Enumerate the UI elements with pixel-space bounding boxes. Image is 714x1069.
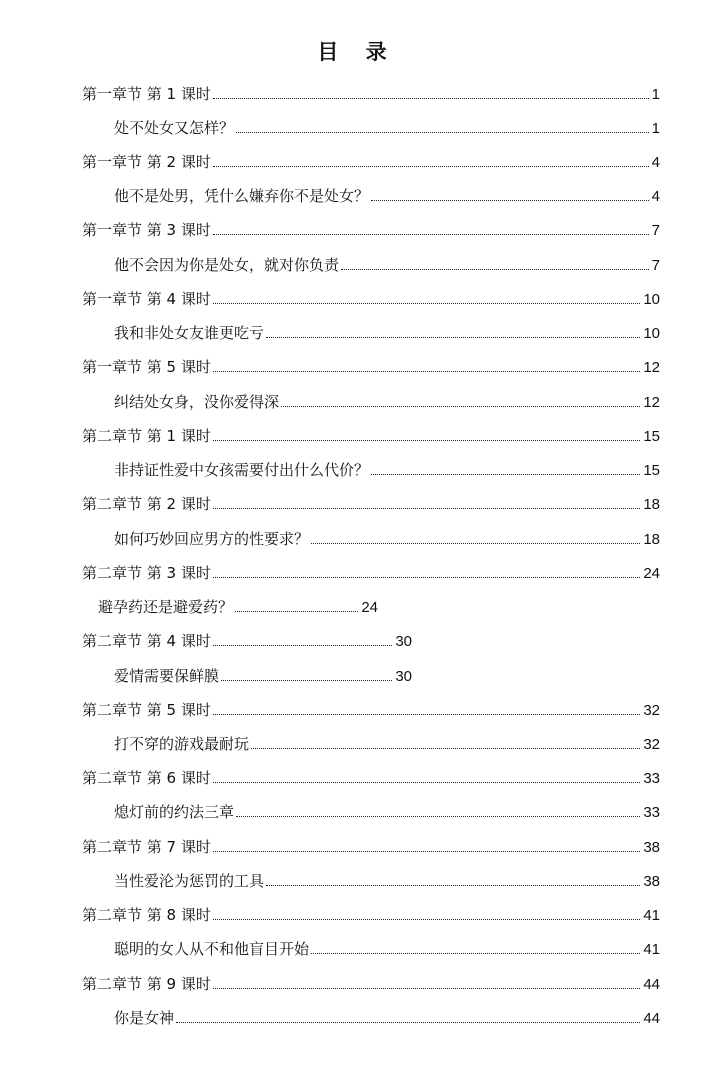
toc-entry-text: 第二章节 第 8 课时	[82, 906, 211, 924]
toc-page-number: 44	[643, 976, 660, 993]
toc-section-entry[interactable]	[114, 254, 660, 276]
toc-section-entry[interactable]	[114, 938, 660, 960]
dot-leader	[213, 781, 640, 783]
toc-section-entry[interactable]	[114, 185, 660, 207]
toc-section-entry[interactable]	[114, 870, 660, 892]
toc-section-entry[interactable]	[114, 665, 412, 687]
toc-entry-text: 第一章节 第 2 课时	[82, 153, 211, 171]
toc-entry-text: 第二章节 第 6 课时	[82, 769, 211, 787]
dot-leader	[213, 713, 640, 715]
toc-entry-text: 非持证性爱中女孩需要付出什么代价？	[114, 461, 370, 479]
dot-leader	[213, 576, 640, 578]
toc-entry-text: 聪明的女人从不和他盲目开始	[114, 940, 310, 958]
toc-page-number: 1	[651, 86, 660, 103]
toc-entry-text: 如何巧妙回应男方的性要求？	[114, 530, 310, 548]
toc-entry-text: 第二章节 第 9 课时	[82, 975, 211, 993]
toc-chapter-entry[interactable]	[82, 493, 660, 515]
toc-chapter-entry[interactable]	[82, 562, 660, 584]
toc-chapter-entry[interactable]	[82, 904, 660, 926]
dot-leader	[213, 233, 649, 235]
dot-leader	[371, 199, 649, 201]
toc-page-number: 32	[643, 702, 660, 719]
dot-leader	[311, 952, 640, 954]
toc-entry-text: 第一章节 第 1 课时	[82, 85, 211, 103]
dot-leader	[213, 97, 649, 99]
toc-section-entry[interactable]	[114, 322, 660, 344]
dot-leader	[236, 131, 649, 133]
toc-chapter-entry[interactable]	[82, 699, 660, 721]
dot-leader	[213, 850, 640, 852]
toc-page-number: 30	[395, 633, 412, 650]
toc-chapter-entry[interactable]	[82, 425, 660, 447]
dot-leader	[213, 165, 649, 167]
toc-title: 目 录	[317, 40, 397, 64]
dot-leader	[236, 815, 640, 817]
toc-entry-text: 第二章节 第 7 课时	[82, 838, 211, 856]
toc-chapter-entry[interactable]	[82, 356, 660, 378]
dot-leader	[176, 1021, 640, 1023]
toc-entry-text: 第一章节 第 5 课时	[82, 358, 211, 376]
toc-entry-text: 熄灯前的约法三章	[114, 803, 235, 821]
toc-page-number: 38	[643, 839, 660, 856]
toc-entry-text: 第一章节 第 4 课时	[82, 290, 211, 308]
toc-page-number: 38	[643, 873, 660, 890]
toc-section-entry[interactable]	[114, 117, 660, 139]
dot-leader	[213, 439, 640, 441]
dot-leader	[281, 405, 640, 407]
toc-page-number: 12	[643, 359, 660, 376]
dot-leader	[341, 268, 649, 270]
toc-entry-text: 第二章节 第 4 课时	[82, 632, 211, 650]
dot-leader	[213, 370, 640, 372]
toc-entry-text: 我和非处女友谁更吃亏	[114, 324, 265, 342]
toc-page-number: 33	[643, 804, 660, 821]
toc-chapter-entry[interactable]	[82, 83, 660, 105]
toc-section-entry[interactable]	[114, 528, 660, 550]
toc-page-number: 18	[643, 531, 660, 548]
toc-page-number: 15	[643, 428, 660, 445]
toc-entry-text: 爱情需要保鲜膜	[114, 667, 220, 685]
toc-page-number: 32	[643, 736, 660, 753]
toc-entry-text: 第二章节 第 3 课时	[82, 564, 211, 582]
dot-leader	[311, 542, 640, 544]
toc-entry-text: 第二章节 第 2 课时	[82, 495, 211, 513]
toc-chapter-entry[interactable]	[82, 288, 660, 310]
dot-leader	[221, 679, 392, 681]
toc-chapter-entry[interactable]	[82, 219, 660, 241]
dot-leader	[251, 747, 640, 749]
dot-leader	[213, 987, 640, 989]
toc-page-number: 33	[643, 770, 660, 787]
toc-page-number: 41	[643, 907, 660, 924]
dot-leader	[266, 336, 640, 338]
toc-chapter-entry[interactable]	[82, 151, 660, 173]
toc-page-number: 4	[651, 188, 660, 205]
dot-leader	[371, 473, 640, 475]
toc-section-entry[interactable]	[114, 801, 660, 823]
toc-page-number: 44	[643, 1010, 660, 1027]
toc-entry-text: 他不会因为你是处女，就对你负责	[114, 256, 340, 274]
toc-entry-text: 避孕药还是避爱药？	[98, 598, 234, 616]
toc-section-entry[interactable]	[114, 391, 660, 413]
toc-section-entry[interactable]	[98, 596, 378, 618]
toc-chapter-entry[interactable]	[82, 836, 660, 858]
toc-page-number: 7	[651, 257, 660, 274]
toc-entry-text: 第一章节 第 3 课时	[82, 221, 211, 239]
dot-leader	[213, 918, 640, 920]
toc-entry-text: 第二章节 第 5 课时	[82, 701, 211, 719]
toc-page-number: 1	[651, 120, 660, 137]
toc-page-number: 18	[643, 496, 660, 513]
toc-page-number: 30	[395, 668, 412, 685]
toc-page-number: 24	[361, 599, 378, 616]
toc-chapter-entry[interactable]	[82, 630, 412, 652]
toc-page-number: 24	[643, 565, 660, 582]
toc-page-number: 10	[643, 291, 660, 308]
dot-leader	[266, 884, 640, 886]
toc-entry-text: 纠结处女身，没你爱得深	[114, 393, 280, 411]
toc-page-number: 41	[643, 941, 660, 958]
toc-entry-text: 处不处女又怎样？	[114, 119, 235, 137]
toc-entry-text: 你是女神	[114, 1009, 175, 1027]
dot-leader	[213, 302, 640, 304]
toc-chapter-entry[interactable]	[82, 973, 660, 995]
toc-chapter-entry[interactable]	[82, 767, 660, 789]
toc-page-number: 10	[643, 325, 660, 342]
toc-entry-text: 他不是处男，凭什么嫌弃你不是处女？	[114, 187, 370, 205]
dot-leader	[213, 507, 640, 509]
toc-section-entry[interactable]	[114, 459, 660, 481]
toc-page-number: 15	[643, 462, 660, 479]
toc-entry-text: 打不穿的游戏最耐玩	[114, 735, 250, 753]
dot-leader	[235, 610, 358, 612]
toc-entry-text: 第二章节 第 1 课时	[82, 427, 211, 445]
toc-page-number: 7	[651, 222, 660, 239]
toc-section-entry[interactable]	[114, 1007, 660, 1029]
toc-entry-text: 当性爱沦为惩罚的工具	[114, 872, 265, 890]
toc-page-number: 12	[643, 394, 660, 411]
dot-leader	[213, 644, 392, 646]
toc-page-number: 4	[651, 154, 660, 171]
toc-section-entry[interactable]	[114, 733, 660, 755]
